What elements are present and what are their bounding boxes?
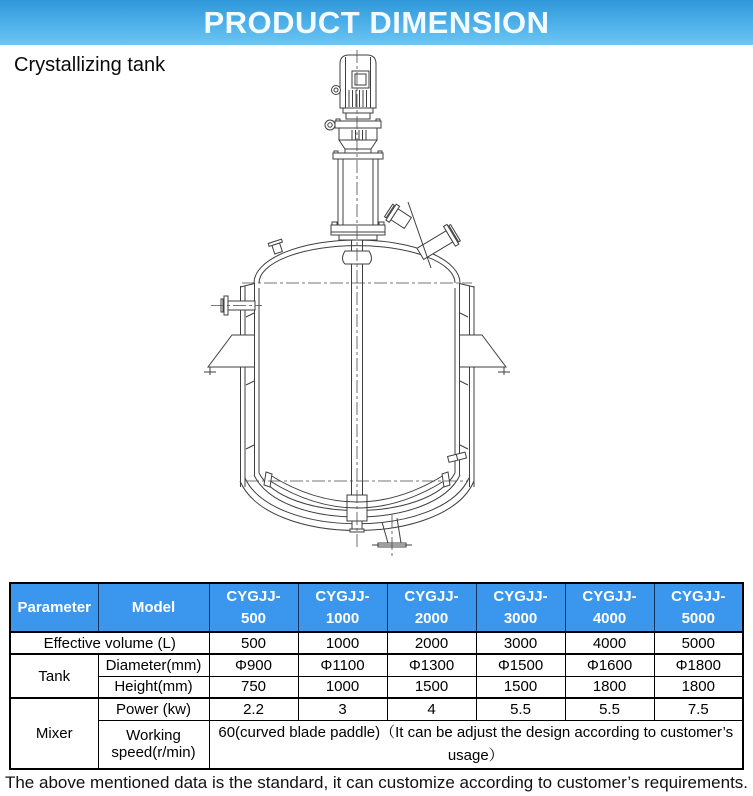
cell-volume-3000: 3000 [476, 632, 565, 654]
col-header-model: Model [98, 583, 209, 632]
row-group-tank: Tank [10, 654, 98, 698]
drive-column [331, 151, 385, 240]
centerlines [242, 50, 472, 550]
row-effective-volume [10, 632, 743, 654]
drawing-section [0, 45, 753, 582]
cell-power-5000: 7.5 [654, 698, 743, 720]
dome-vent-nozzle [268, 239, 285, 255]
cell-diameter-1000: Φ1100 [298, 654, 387, 676]
cell-height-3000: 1500 [476, 676, 565, 698]
col-header-cygjj-5000: CYGJJ- 5000 [654, 583, 743, 632]
row-label-power: Power (kw) [98, 698, 209, 720]
cell-volume-2000: 2000 [387, 632, 476, 654]
cell-height-2000: 1500 [387, 676, 476, 698]
cell-power-1000: 3 [298, 698, 387, 720]
footnote: The above mentioned data is the standard, it can customize according to customer’s requirements. [4, 773, 749, 792]
row-label-speed: Working speed(r/min) [98, 720, 209, 769]
cell-volume-4000: 4000 [565, 632, 654, 654]
col-header-cygjj-3000: CYGJJ- 3000 [476, 583, 565, 632]
drain-nozzle [448, 452, 467, 462]
top-angled-nozzles [383, 202, 461, 268]
cell-power-500: 2.2 [209, 698, 298, 720]
cell-speed-value: 60(curved blade paddle)（It can be adjust the design according to customer’s usage） [209, 720, 743, 769]
row-label-height: Height(mm) [98, 676, 209, 698]
cell-diameter-4000: Φ1600 [565, 654, 654, 676]
cell-height-1000: 1000 [298, 676, 387, 698]
cell-power-2000: 4 [387, 698, 476, 720]
row-mixer-power [10, 698, 743, 720]
cell-height-500: 750 [209, 676, 298, 698]
cell-volume-500: 500 [209, 632, 298, 654]
spec-table [9, 582, 744, 770]
row-label-diameter: Diameter(mm) [98, 654, 209, 676]
cell-diameter-3000: Φ1500 [476, 654, 565, 676]
col-header-parameter: Parameter [10, 583, 98, 632]
col-header-cygjj-500: CYGJJ- 500 [209, 583, 298, 632]
row-label-effective-volume: Effective volume (L) [10, 632, 209, 654]
cell-diameter-5000: Φ1800 [654, 654, 743, 676]
cell-power-4000: 5.5 [565, 698, 654, 720]
row-group-mixer: Mixer [10, 698, 98, 769]
lifting-eye-icon [332, 86, 341, 95]
banner [0, 0, 753, 45]
row-tank-height [10, 676, 743, 698]
cell-height-5000: 1800 [654, 676, 743, 698]
gear-reducer [325, 119, 381, 153]
col-header-cygjj-1000: CYGJJ- 1000 [298, 583, 387, 632]
col-header-cygjj-2000: CYGJJ- 2000 [387, 583, 476, 632]
cell-volume-1000: 1000 [298, 632, 387, 654]
dome-mounting-pad [339, 235, 377, 240]
row-mixer-speed [10, 720, 743, 769]
row-tank-diameter [10, 654, 743, 676]
motor [332, 55, 377, 119]
table-header-row [10, 583, 743, 632]
crystallizing-tank-drawing [0, 45, 753, 582]
product-title: Crystallizing tank [14, 54, 166, 76]
cell-power-3000: 5.5 [476, 698, 565, 720]
banner-title: PRODUCT DIMENSION [203, 4, 550, 40]
cell-diameter-2000: Φ1300 [387, 654, 476, 676]
bottom-outlet [372, 515, 412, 557]
cell-volume-5000: 5000 [654, 632, 743, 654]
col-header-cygjj-4000: CYGJJ- 4000 [565, 583, 654, 632]
cell-height-4000: 1800 [565, 676, 654, 698]
cell-diameter-500: Φ900 [209, 654, 298, 676]
lifting-eye-icon [325, 120, 335, 130]
